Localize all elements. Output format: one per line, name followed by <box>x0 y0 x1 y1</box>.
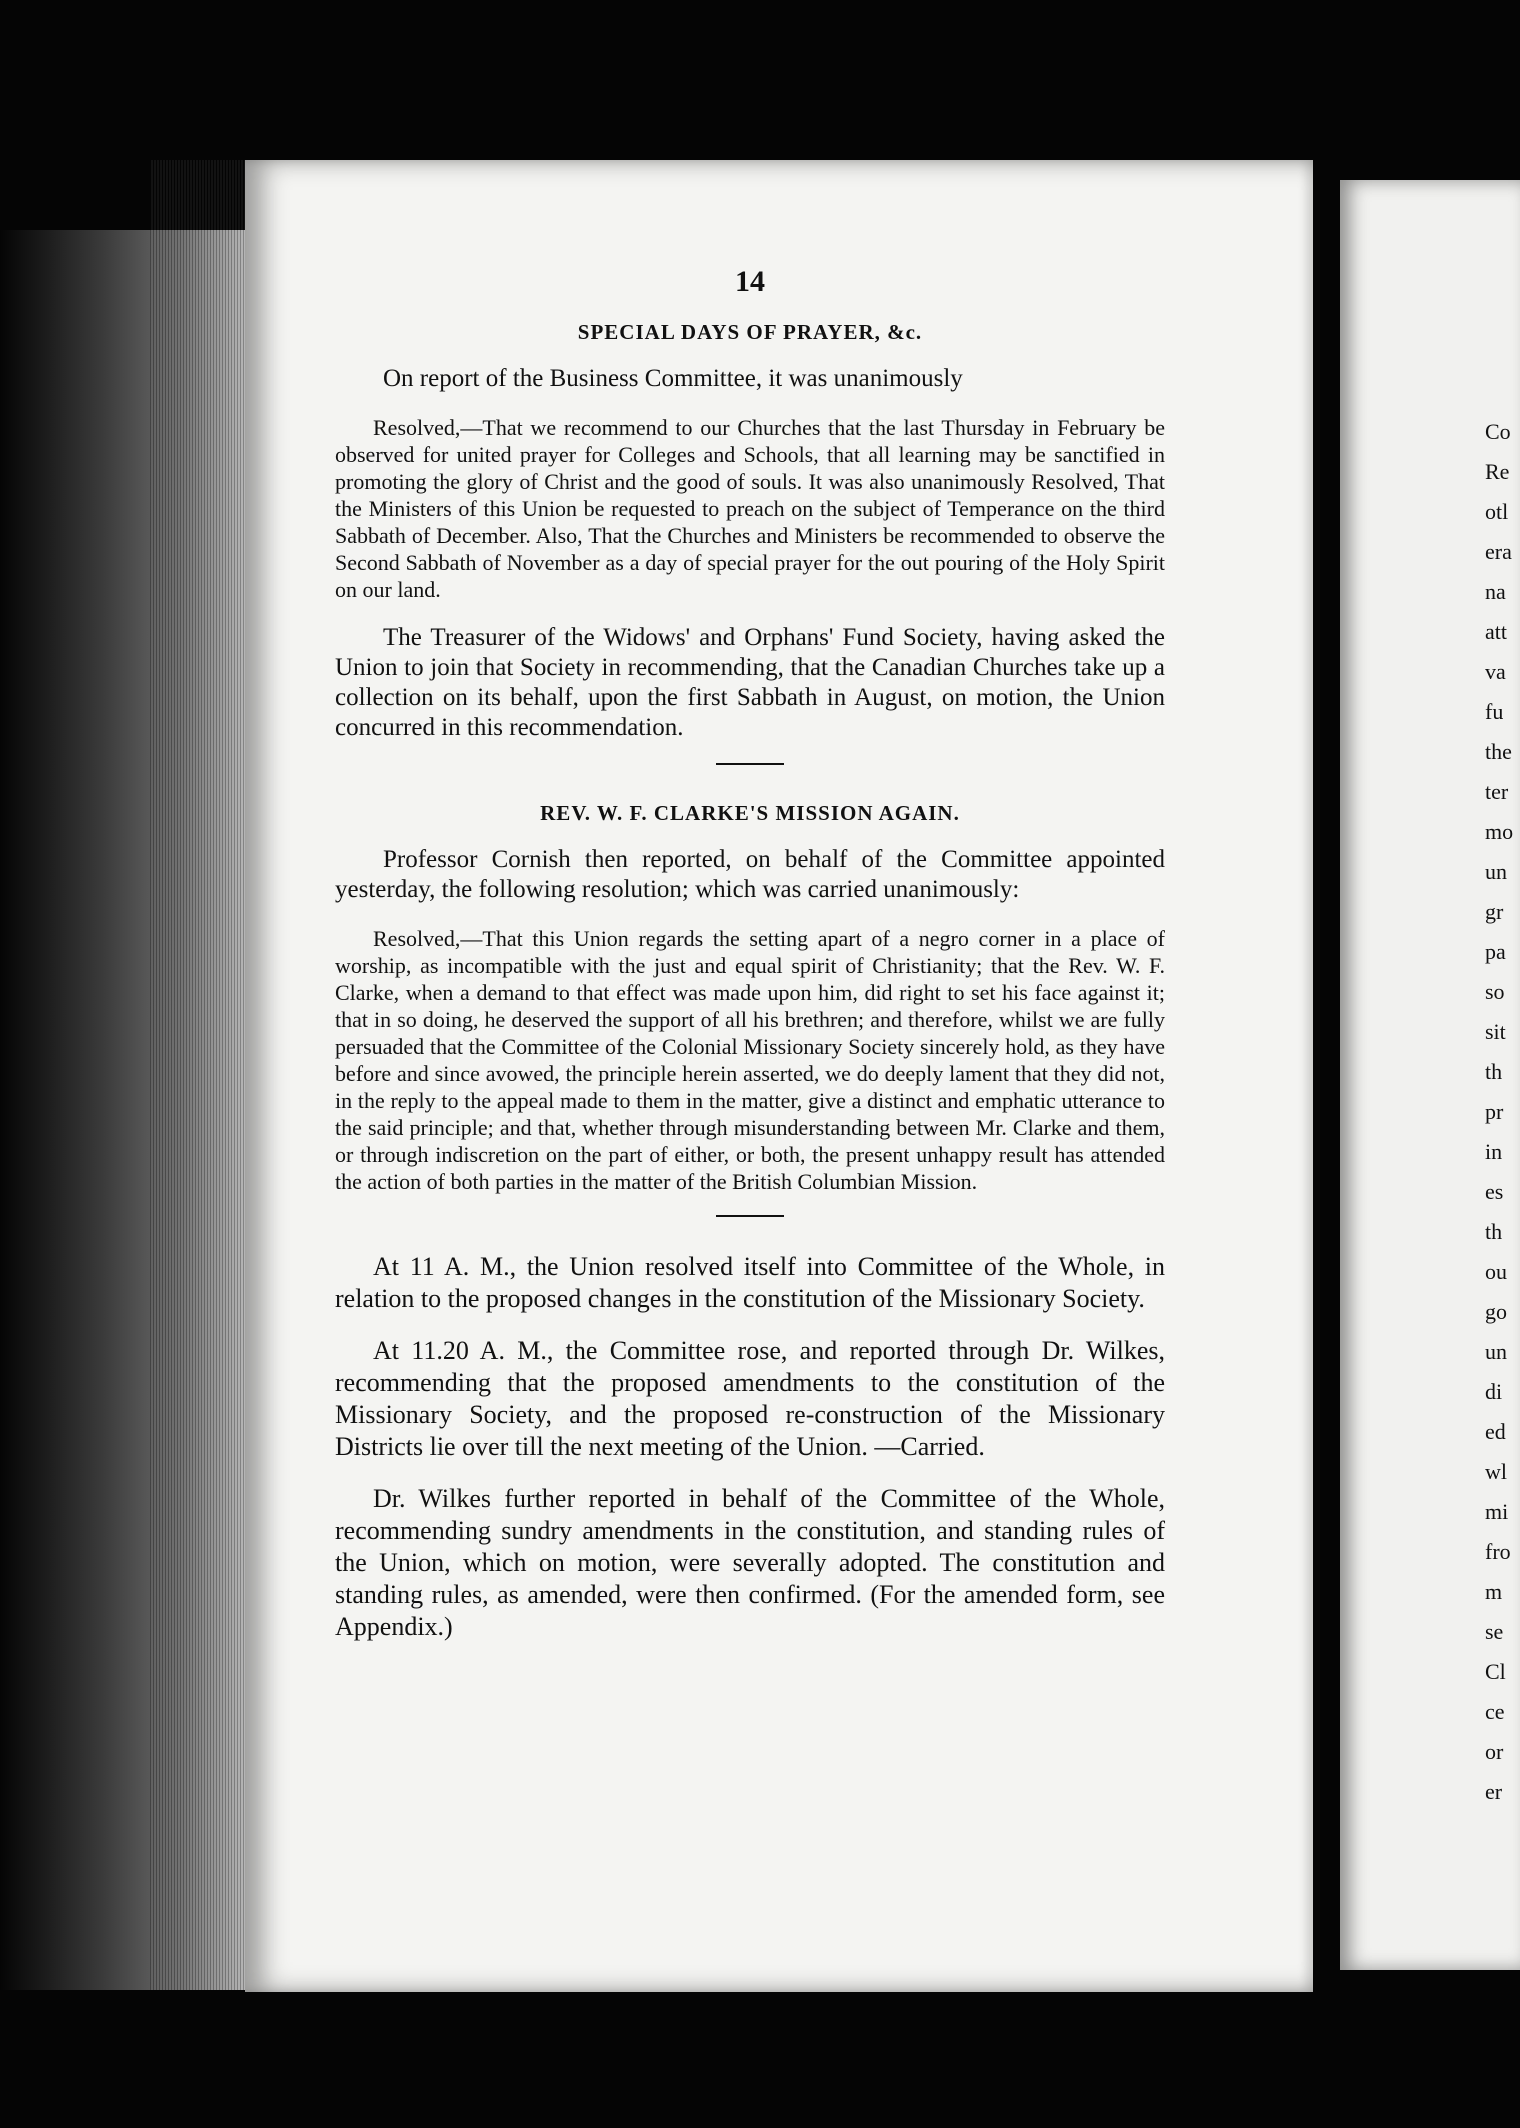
facing-page-fragment: era <box>1485 539 1512 564</box>
clarke-intro: Professor Cornish then reported, on behalf of the Committee appointed yesterday, the following resolution; which was carried unanimously: <box>335 846 1165 903</box>
amendments-paragraph: Dr. Wilkes further reported in behalf of the Committee of the Whole, recommending sundry amendments in the constitution, and standing rules of the Union, which on motion, were severally adopted. The constitution and standing rules, as amended, were then confirmed. (For the amended form, see Appendix.) <box>335 1484 1165 1641</box>
prayer-resolution: Resolved,—That we recommend to our Churches that the last Thursday in February be observed for united prayer for Colleges and Schools, that all learning may be sanctified in promoting the glory of Christ and the good of souls. It was also unanimously Resolved, That the Ministers of this Union be requested to preach on the subject of Temperance on the third Sabbath of December. Also, That the Churches and Ministers be recommended to observe the Second Sabbath of November as a day of special prayer for the out pouring of the Holy Spirit on our land. <box>335 415 1165 602</box>
facing-page-fragment: att <box>1485 619 1507 644</box>
facing-page-fragment: go <box>1485 1299 1507 1324</box>
facing-page-fragment: sit <box>1485 1019 1506 1044</box>
facing-page-fragment: ce <box>1485 1699 1505 1724</box>
treasurer-paragraph: The Treasurer of the Widows' and Orphans' Fund Society, having asked the Union to join that Society in recommending, that the Canadian Churches take up a collection on its behalf, upon the first Sabbath in August, on motion, the Union concurred in this recommendation. <box>335 624 1165 741</box>
page-content <box>335 265 1165 1663</box>
facing-page-fragment: the <box>1485 739 1512 764</box>
facing-page-fragment: wl <box>1485 1459 1507 1484</box>
facing-page-text <box>1485 420 1520 1820</box>
divider <box>716 1215 784 1217</box>
facing-page-fragment: otl <box>1485 499 1509 524</box>
facing-page-fragment: er <box>1485 1779 1503 1804</box>
facing-page-fragment: Re <box>1485 459 1510 484</box>
facing-page-fragment: m <box>1485 1579 1503 1604</box>
prayer-intro: On report of the Business Committee, it was unanimously <box>383 365 963 392</box>
facing-page-fragment: fro <box>1485 1539 1511 1564</box>
section-heading-prayer: SPECIAL DAYS OF PRAYER, &c. <box>577 320 923 344</box>
facing-page-fragment: pa <box>1485 939 1506 964</box>
facing-page-fragment: th <box>1485 1219 1503 1244</box>
section-heading-clarke: REV. W. F. CLARKE'S MISSION AGAIN. <box>540 801 960 825</box>
clarke-resolution: Resolved,—That this Union regards the setting apart of a negro corner in a place of worship, as incompatible with the just and equal spirit of Christianity; that the Rev. W. F. Clarke, when a demand to that effect was made upon him, did right to set his face against it; that in so doing, he deserved the support of all his brethren; and therefore, whilst we are fully persuaded that the Committee of the Colonial Missionary Society sincerely hold, as they have before and since avowed, the principle herein asserted, we do deeply lament that they did not, in the reply to the appeal made to them in the matter, give a distinct and emphatic utterance to the said principle; and that, whether through misunderstanding between Mr. Clarke and them, or through indiscretion on the part of either, or both, the present unhappy result has attended the action of both parties in the matter of the British Columbian Mission. <box>335 926 1165 1194</box>
committee-whole-paragraph: At 11 A. M., the Union resolved itself into Committee of the Whole, in relation to the proposed changes in the constitution of the Missionary Society. <box>335 1252 1165 1313</box>
divider <box>716 763 784 765</box>
facing-page-fragment: or <box>1485 1739 1504 1764</box>
facing-page-fragment: fu <box>1485 699 1504 724</box>
page-stack <box>150 160 250 1990</box>
facing-page-fragment: Cl <box>1485 1659 1506 1684</box>
committee-rose-paragraph: At 11.20 A. M., the Committee rose, and reported through Dr. Wilkes, recommending that the proposed amendments to the constitution of the Missionary Society, and the proposed re-construction of the Missionary Districts lie over till the next meeting of the Union. —Carried. <box>335 1336 1165 1461</box>
facing-page-fragment: ter <box>1485 779 1509 804</box>
facing-page-fragment: in <box>1485 1139 1503 1164</box>
facing-page-fragment: va <box>1485 659 1506 684</box>
facing-page-fragment: ed <box>1485 1419 1506 1444</box>
facing-page-fragment: mo <box>1485 819 1514 844</box>
facing-page-fragment: se <box>1485 1619 1504 1644</box>
facing-page-fragment: es <box>1485 1179 1504 1204</box>
facing-page-fragment: mi <box>1485 1499 1509 1524</box>
facing-page-fragment: Co <box>1485 419 1511 444</box>
facing-page-fragment: th <box>1485 1059 1503 1084</box>
facing-page-fragment: un <box>1485 859 1507 884</box>
facing-page-fragment: di <box>1485 1379 1503 1404</box>
facing-page-fragment: ou <box>1485 1259 1507 1284</box>
page-number: 14 <box>735 265 765 298</box>
facing-page-fragment: un <box>1485 1339 1507 1364</box>
facing-page-fragment: so <box>1485 979 1505 1004</box>
facing-page-fragment: gr <box>1485 899 1504 924</box>
facing-page-fragment: pr <box>1485 1099 1504 1124</box>
facing-page-fragment: na <box>1485 579 1506 604</box>
